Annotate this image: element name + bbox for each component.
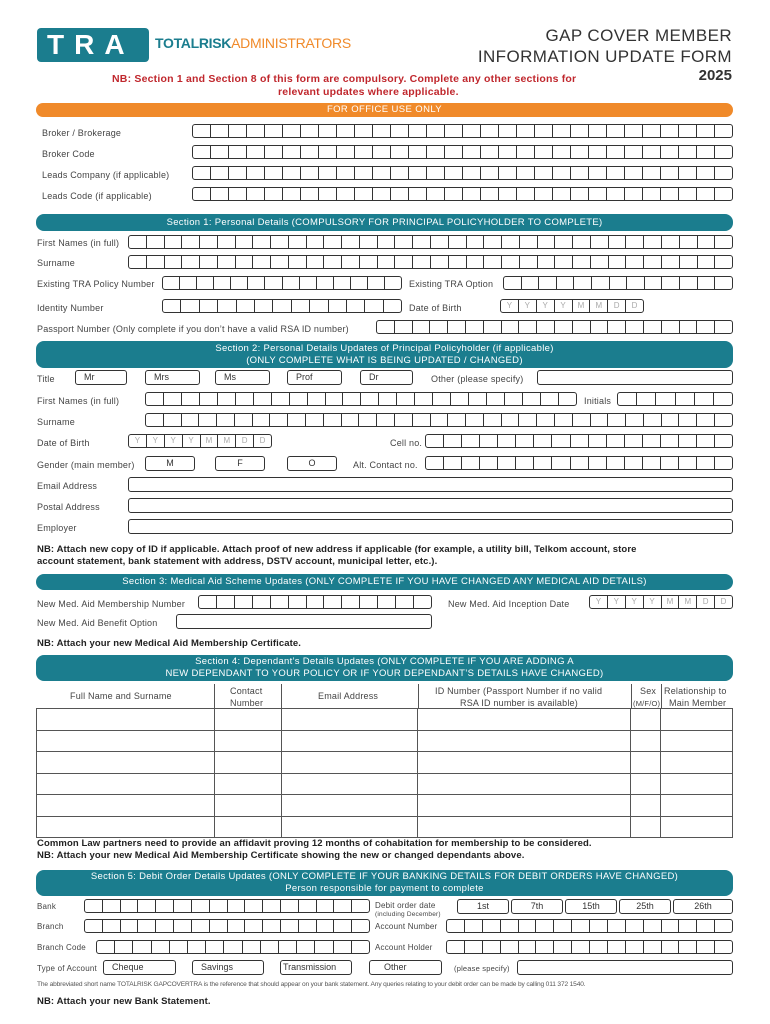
s2-dob-field[interactable] (128, 434, 272, 448)
col-divider-1 (214, 684, 215, 708)
section4-header (36, 655, 733, 681)
s2-postal-field[interactable] (128, 498, 733, 513)
s3-inception-label: New Med. Aid Inception Date (448, 599, 570, 609)
s2-employer-field[interactable] (128, 519, 733, 534)
s1-first-names-label: First Names (in full) (37, 238, 120, 248)
s5-type-label: Type of Account (37, 964, 97, 973)
s1-option-field[interactable] (503, 276, 733, 290)
date-d1: D (697, 596, 715, 608)
section1-header (36, 214, 733, 231)
s2-dob-label: Date of Birth (37, 438, 90, 448)
s1-identity-label: Identity Number (37, 303, 104, 313)
s1-passport-field[interactable] (376, 320, 733, 334)
s5-please-specify-label: (please specify) (454, 964, 510, 973)
s2-surname-label: Surname (37, 417, 75, 427)
section5-title-line2: Person responsible for payment to complete (285, 883, 484, 894)
section2-title-line2: (ONLY COMPLETE WHAT IS BEING UPDATED / CHANGED) (246, 354, 523, 366)
s2-first-names-label: First Names (in full) (37, 396, 120, 406)
form-title-line1: GAP COVER MEMBER (545, 26, 732, 45)
gender-male-option[interactable]: M (145, 456, 195, 471)
s1-identity-field[interactable] (162, 299, 402, 313)
s2-email-field[interactable] (128, 477, 733, 492)
s1-passport-label: Passport Number (Only complete if you don’t have a valid RSA ID number) (37, 324, 349, 334)
s1-surname-field[interactable] (128, 255, 733, 269)
s5-branch-label: Branch (37, 922, 64, 931)
s2-cell-field[interactable] (425, 434, 733, 448)
s5-other-type-field[interactable] (517, 960, 733, 975)
s1-first-names-field[interactable] (128, 235, 733, 249)
s4-common-law-note: Common Law partners need to provide an affidavit proving 12 months of cohabitation for membership to be considered. (37, 838, 592, 849)
s2-gender-label: Gender (main member) (37, 460, 135, 470)
s5-account-number-label: Account Number (375, 922, 438, 931)
form-year: 2025 (698, 67, 732, 84)
s5-bank-label: Bank (37, 902, 57, 911)
gender-female-option[interactable]: F (215, 456, 265, 471)
broker-code-label: Broker Code (42, 149, 95, 159)
title-mr-option[interactable]: Mr (75, 370, 127, 385)
compulsory-notice-line1: NB: Section 1 and Section 8 of this form are compulsory. Complete any other sections for (112, 73, 577, 85)
leads-company-field[interactable] (192, 166, 733, 180)
s4-attach-note: NB: Attach your new Medical Aid Membership Certificate showing the new or changed dependants above. (37, 850, 525, 861)
col-id-header-2: RSA ID number is available) (460, 698, 578, 708)
s3-benefit-field[interactable] (176, 614, 432, 629)
col-email-header: Email Address (318, 691, 379, 701)
s2-attach-note-line2: account statement, bank statement with address, DSTV account, municipal letter, etc.). (37, 556, 438, 567)
col-divider-2 (281, 684, 282, 708)
date-y2: Y (608, 596, 626, 608)
table-row[interactable] (37, 795, 733, 817)
s5-attach-note: NB: Attach your new Bank Statement. (37, 996, 211, 1007)
col-divider-4 (631, 684, 632, 708)
col-sex-header-1: Sex (640, 686, 657, 696)
s5-bank-field[interactable] (84, 899, 370, 913)
title-ms-option[interactable]: Ms (215, 370, 270, 385)
s2-initials-label: Initials (584, 396, 612, 406)
date-y3: Y (165, 435, 183, 447)
s1-surname-label: Surname (37, 258, 75, 268)
date-m2: M (679, 596, 697, 608)
date-d2: D (720, 597, 727, 606)
date-y1: Y (129, 435, 147, 447)
date-y4: Y (644, 596, 662, 608)
table-row[interactable] (37, 730, 733, 752)
s5-debit-date-sub: (including December) (375, 911, 441, 918)
logo: TRA (37, 28, 149, 62)
s2-cell-label: Cell no. (390, 438, 423, 448)
col-divider-5 (661, 684, 662, 708)
date-y1: Y (590, 596, 608, 608)
table-row[interactable] (37, 773, 733, 795)
s5-branch-field[interactable] (84, 919, 370, 933)
date-d1: D (236, 435, 254, 447)
s1-policy-number-field[interactable] (162, 276, 402, 290)
date-y4: Y (183, 435, 201, 447)
section3-header (36, 574, 733, 590)
section4-title-line2: NEW DEPENDANT TO YOUR POLICY OR IF YOUR DEPENDANT’S DETAILS HAVE CHANGED) (165, 668, 604, 679)
col-id-header-1: ID Number (Passport Number if no valid (435, 686, 603, 696)
col-name-header: Full Name and Surname (70, 691, 172, 701)
s2-first-names-field[interactable] (145, 392, 577, 406)
s5-branch-code-field[interactable] (96, 940, 370, 954)
s5-debit-date-label: Debit order date (375, 901, 436, 910)
account-type-transmission-option[interactable]: Transmission (280, 960, 352, 975)
logo-name-total: TOTALRISK (155, 35, 232, 51)
broker-field[interactable] (192, 124, 733, 138)
col-rel-header-2: Main Member (669, 698, 727, 708)
s2-other-title-field[interactable] (537, 370, 733, 385)
table-row[interactable] (37, 816, 733, 838)
date-d2: D (259, 436, 266, 445)
date-d1: D (608, 300, 626, 312)
section5-header (36, 870, 733, 896)
s5-account-holder-label: Account Holder (375, 943, 433, 952)
s3-membership-label: New Med. Aid Membership Number (37, 599, 186, 609)
section3-title: Section 3: Medical Aid Scheme Updates (ONLY COMPLETE IF YOU HAVE CHANGED ANY MEDICAL AID DETAILS) (122, 576, 647, 587)
col-contact-header-2: Number (230, 698, 264, 708)
leads-company-label: Leads Company (if applicable) (42, 170, 170, 180)
s1-dob-field[interactable] (500, 299, 644, 313)
date-y2: Y (519, 300, 537, 312)
s1-dob-label: Date of Birth (409, 303, 462, 313)
col-divider-3 (418, 684, 419, 708)
section5-title-line1: Section 5: Debit Order Details Updates (ONLY COMPLETE IF YOUR BANKING DETAILS FOR DEBIT ORDERS HAVE CHANGED) (90, 871, 679, 882)
debit-date-7th-option[interactable]: 7th (511, 899, 563, 914)
s5-account-holder-field[interactable] (446, 940, 733, 954)
date-d2: D (631, 301, 638, 310)
s2-attach-note-line1: NB: Attach new copy of ID if applicable. Attach proof of new address if applicable (for example, a utility bill, Telkom account, store (37, 544, 637, 555)
table-row[interactable] (37, 709, 733, 731)
s1-option-label: Existing TRA Option (409, 279, 494, 289)
broker-code-field[interactable] (192, 145, 733, 159)
date-m1: M (201, 435, 219, 447)
account-type-other-option[interactable]: Other (369, 960, 442, 975)
title-dr-option[interactable]: Dr (360, 370, 413, 385)
s3-attach-note: NB: Attach your new Medical Aid Membership Certificate. (37, 638, 301, 649)
s1-policy-number-label: Existing TRA Policy Number (37, 279, 155, 289)
col-rel-header-1: Relationship to (664, 686, 727, 696)
s2-initials-field[interactable] (617, 392, 733, 406)
title-prof-option[interactable]: Prof (287, 370, 342, 385)
s2-postal-label: Postal Address (37, 502, 100, 512)
col-sex-header-2: (M/F/O) (633, 699, 661, 708)
s2-employer-label: Employer (37, 523, 77, 533)
s5-account-number-field[interactable] (446, 919, 733, 933)
s2-other-title-label: Other (please specify) (431, 374, 524, 384)
date-y3: Y (626, 596, 644, 608)
date-y3: Y (537, 300, 555, 312)
compulsory-notice-line2: relevant updates where applicable. (278, 86, 459, 98)
s2-title-label: Title (37, 374, 55, 384)
s5-branch-code-label: Branch Code (37, 943, 86, 952)
table-row[interactable] (37, 752, 733, 774)
s3-benefit-label: New Med. Aid Benefit Option (37, 618, 158, 628)
s2-email-label: Email Address (37, 481, 98, 491)
logo-wordmark (155, 35, 351, 51)
date-m1: M (662, 596, 680, 608)
dependants-table (36, 708, 733, 838)
s5-footnote: The abbreviated short name TOTALRISK GAPCOVERTRA is the reference that should appear on your bank statement. Any queries relating to your debit order can be made by calling 011 372 1540. (37, 981, 586, 988)
col-contact-header-1: Contact (230, 686, 263, 696)
form-title-line2: INFORMATION UPDATE FORM (477, 47, 732, 66)
date-m2: M (590, 300, 608, 312)
account-type-cheque-option[interactable]: Cheque (103, 960, 176, 975)
date-m1: M (573, 300, 591, 312)
section1-title: Section 1: Personal Details (COMPULSORY FOR PRINCIPAL POLICYHOLDER TO COMPLETE) (166, 216, 603, 228)
date-y1: Y (501, 300, 519, 312)
gender-other-option[interactable]: O (287, 456, 337, 471)
section2-header (36, 341, 733, 368)
debit-date-26th-option[interactable]: 26th (673, 899, 733, 914)
section2-title-line1: Section 2: Personal Details Updates of Principal Policyholder (if applicable) (215, 342, 554, 354)
debit-date-25th-option[interactable]: 25th (619, 899, 671, 914)
s2-alt-contact-label: Alt. Contact no. (353, 460, 418, 470)
account-type-savings-option[interactable]: Savings (192, 960, 264, 975)
s2-surname-field[interactable] (145, 413, 733, 427)
leads-code-field[interactable] (192, 187, 733, 201)
date-y2: Y (147, 435, 165, 447)
s2-alt-contact-field[interactable] (425, 456, 733, 470)
office-use-bar: FOR OFFICE USE ONLY (36, 103, 733, 117)
s3-membership-field[interactable] (198, 595, 432, 609)
date-y4: Y (555, 300, 573, 312)
date-m2: M (218, 435, 236, 447)
broker-label: Broker / Brokerage (42, 128, 122, 138)
section4-title-line1: Section 4: Dependant’s Details Updates (ONLY COMPLETE IF YOU ARE ADDING A (195, 656, 574, 667)
debit-date-1st-option[interactable]: 1st (457, 899, 509, 914)
leads-code-label: Leads Code (if applicable) (42, 191, 152, 201)
s3-inception-field[interactable] (589, 595, 733, 609)
debit-date-15th-option[interactable]: 15th (565, 899, 617, 914)
logo-name-admin: ADMINISTRATORS (231, 35, 351, 51)
title-mrs-option[interactable]: Mrs (145, 370, 200, 385)
